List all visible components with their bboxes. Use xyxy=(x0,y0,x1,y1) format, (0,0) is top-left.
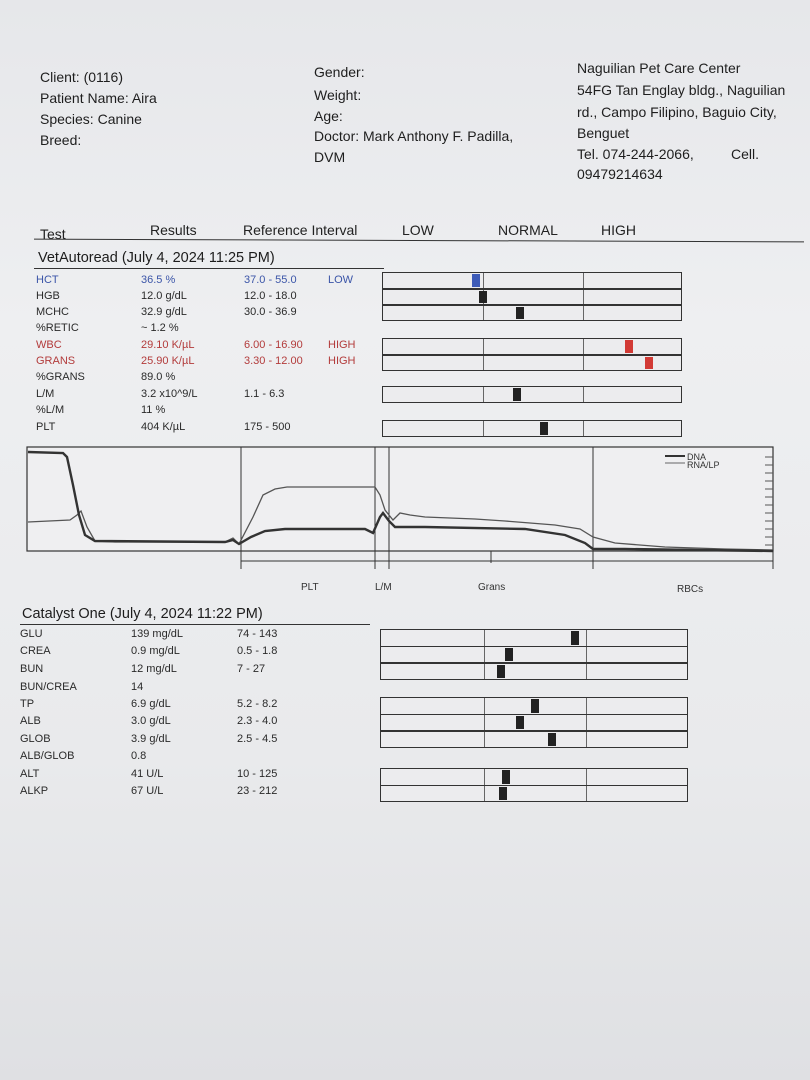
catalyst-test-name: ALB/GLOB xyxy=(20,750,75,762)
catalyst-test-result: 14 xyxy=(131,681,144,693)
catalyst-test-reference: 5.2 - 8.2 xyxy=(237,698,278,710)
vet-range-gauge xyxy=(382,289,682,305)
vet-test-reference: 37.0 - 55.0 xyxy=(244,274,297,286)
vet-test-reference: 3.30 - 12.00 xyxy=(244,355,303,367)
vet-test-flag: LOW xyxy=(328,274,354,286)
histogram-frame xyxy=(27,447,773,551)
catalyst-test-reference: 7 - 27 xyxy=(237,663,266,675)
vet-test-reference: 12.0 - 18.0 xyxy=(244,290,297,302)
species: Species: Canine xyxy=(40,111,142,127)
vet-test-reference: 30.0 - 36.9 xyxy=(244,306,297,318)
col-reference: Reference Interval xyxy=(243,222,358,238)
catalyst-test-result: 3.0 g/dL xyxy=(131,715,171,727)
catalyst-result-marker xyxy=(531,699,539,713)
col-test: Test xyxy=(40,226,66,242)
catalyst-test-name: BUN/CREA xyxy=(20,681,77,693)
vet-test-name: %RETIC xyxy=(36,322,79,334)
clinic-address-3: Benguet xyxy=(577,125,630,141)
catalyst-test-reference: 2.5 - 4.5 xyxy=(237,733,278,745)
vet-result-marker xyxy=(516,307,524,319)
catalyst-test-result: 139 mg/dL xyxy=(131,628,183,640)
vetautoread-title: VetAutoread (July 4, 2024 11:25 PM) xyxy=(38,250,275,266)
catalyst-test-reference: 23 - 212 xyxy=(237,785,278,797)
catalyst-test-reference: 10 - 125 xyxy=(237,768,278,780)
catalyst-test-name: ALT xyxy=(20,768,40,780)
vet-test-reference: 6.00 - 16.90 xyxy=(244,339,303,351)
vet-test-name: HGB xyxy=(36,290,60,302)
age: Age: xyxy=(314,108,343,124)
vet-test-name: HCT xyxy=(36,274,59,286)
catalyst-result-marker xyxy=(499,787,507,800)
catalyst-test-name: ALKP xyxy=(20,785,49,797)
catalyst-range-gauge xyxy=(380,697,688,715)
col-normal: NORMAL xyxy=(498,222,558,238)
clinic-address-2: rd., Campo Filipino, Baguio City, xyxy=(577,104,777,120)
axis-label-plt: PLT xyxy=(301,582,319,593)
weight: Weight: xyxy=(314,87,362,103)
catalyst-test-name: ALB xyxy=(20,715,41,727)
catalyst-range-gauge xyxy=(380,663,688,680)
vet-test-reference: 1.1 - 6.3 xyxy=(244,388,285,400)
clinic-tel: Tel. 074-244-2066, xyxy=(577,146,694,162)
vet-range-gauge xyxy=(382,338,682,355)
catalyst-test-name: GLOB xyxy=(20,733,51,745)
vet-test-result: 32.9 g/dL xyxy=(141,306,187,318)
vet-test-name: PLT xyxy=(36,421,56,433)
clinic-cell-number: 09479214634 xyxy=(577,166,663,182)
clinic-address-1: 54FG Tan Englay bldg., Naguilian xyxy=(577,82,786,98)
catalyst-test-result: 12 mg/dL xyxy=(131,663,177,675)
gender: Gender: xyxy=(314,64,365,80)
col-high: HIGH xyxy=(601,222,636,238)
doctor-name: Doctor: Mark Anthony F. Padilla, xyxy=(314,128,514,144)
vet-result-marker xyxy=(472,274,480,287)
catalyst-test-name: GLU xyxy=(20,628,43,640)
vet-test-reference: 175 - 500 xyxy=(244,421,291,433)
vet-test-name: L/M xyxy=(36,388,55,400)
vet-result-marker xyxy=(513,388,521,401)
vet-test-result: 29.10 K/µL xyxy=(141,339,195,351)
catalyst-test-name: CREA xyxy=(20,645,51,657)
catalyst-range-gauge xyxy=(380,714,688,731)
vet-test-result: 3.2 x10^9/L xyxy=(141,388,198,400)
catalyst-title: Catalyst One (July 4, 2024 11:22 PM) xyxy=(22,606,263,622)
catalyst-divider xyxy=(20,624,370,625)
catalyst-test-reference: 2.3 - 4.0 xyxy=(237,715,278,727)
clinic-cell-label: Cell. xyxy=(731,146,760,162)
vet-test-flag: HIGH xyxy=(328,339,356,351)
vet-result-marker xyxy=(479,291,487,303)
doctor-title: DVM xyxy=(314,149,346,165)
vet-test-name: MCHC xyxy=(36,306,69,318)
catalyst-result-marker xyxy=(497,665,505,678)
histogram xyxy=(25,445,780,605)
vet-test-name: %GRANS xyxy=(36,371,85,383)
vetautoread-divider xyxy=(34,268,384,269)
vet-test-result: 11 % xyxy=(141,404,166,416)
vet-test-result: 36.5 % xyxy=(141,274,176,286)
catalyst-result-marker xyxy=(505,648,513,661)
catalyst-test-result: 0.8 xyxy=(131,750,147,762)
catalyst-test-result: 67 U/L xyxy=(131,785,164,797)
vet-test-flag: HIGH xyxy=(328,355,356,367)
vet-test-name: GRANS xyxy=(36,355,76,367)
vet-test-result: 89.0 % xyxy=(141,371,176,383)
col-results: Results xyxy=(150,222,197,238)
vet-range-gauge xyxy=(382,420,682,437)
catalyst-result-marker xyxy=(548,733,556,746)
vet-result-marker xyxy=(540,422,548,435)
patient-name: Patient Name: Aira xyxy=(40,90,157,106)
catalyst-result-marker xyxy=(571,631,579,645)
catalyst-range-gauge xyxy=(380,646,688,663)
legend-dna-label: DNA xyxy=(687,452,707,462)
catalyst-test-reference: 0.5 - 1.8 xyxy=(237,645,278,657)
vet-result-marker xyxy=(645,357,653,369)
vet-test-result: 12.0 g/dL xyxy=(141,290,187,302)
header-divider xyxy=(34,239,804,243)
catalyst-test-reference: 74 - 143 xyxy=(237,628,278,640)
catalyst-test-result: 41 U/L xyxy=(131,768,164,780)
catalyst-range-gauge xyxy=(380,785,688,802)
catalyst-result-marker xyxy=(502,770,510,784)
axis-label-grans: Grans xyxy=(478,582,506,593)
clinic-name: Naguilian Pet Care Center xyxy=(577,60,741,76)
breed: Breed: xyxy=(40,132,82,148)
catalyst-range-gauge xyxy=(380,768,688,786)
catalyst-test-result: 6.9 g/dL xyxy=(131,698,171,710)
vet-result-marker xyxy=(625,340,633,353)
catalyst-test-result: 3.9 g/dL xyxy=(131,733,171,745)
vet-range-gauge xyxy=(382,272,682,289)
catalyst-test-name: BUN xyxy=(20,663,44,675)
axis-label-rbcs: RBCs xyxy=(677,584,704,595)
vet-test-name: WBC xyxy=(36,339,62,351)
client-id: Client: (0116) xyxy=(40,69,124,85)
vet-range-gauge xyxy=(382,386,682,403)
col-low: LOW xyxy=(402,222,434,238)
catalyst-test-result: 0.9 mg/dL xyxy=(131,645,180,657)
catalyst-test-name: TP xyxy=(20,698,35,710)
vet-test-result: 25.90 K/µL xyxy=(141,355,195,367)
vet-test-result: ~ 1.2 % xyxy=(141,322,179,334)
vet-test-name: %L/M xyxy=(36,404,65,416)
catalyst-range-gauge xyxy=(380,731,688,748)
axis-label-lm: L/M xyxy=(375,582,392,593)
vet-range-gauge xyxy=(382,355,682,371)
catalyst-range-gauge xyxy=(380,629,688,647)
legend-rna-label: RNA/LP xyxy=(687,460,720,470)
vet-test-result: 404 K/µL xyxy=(141,421,186,433)
vet-range-gauge xyxy=(382,305,682,321)
catalyst-result-marker xyxy=(516,716,524,729)
